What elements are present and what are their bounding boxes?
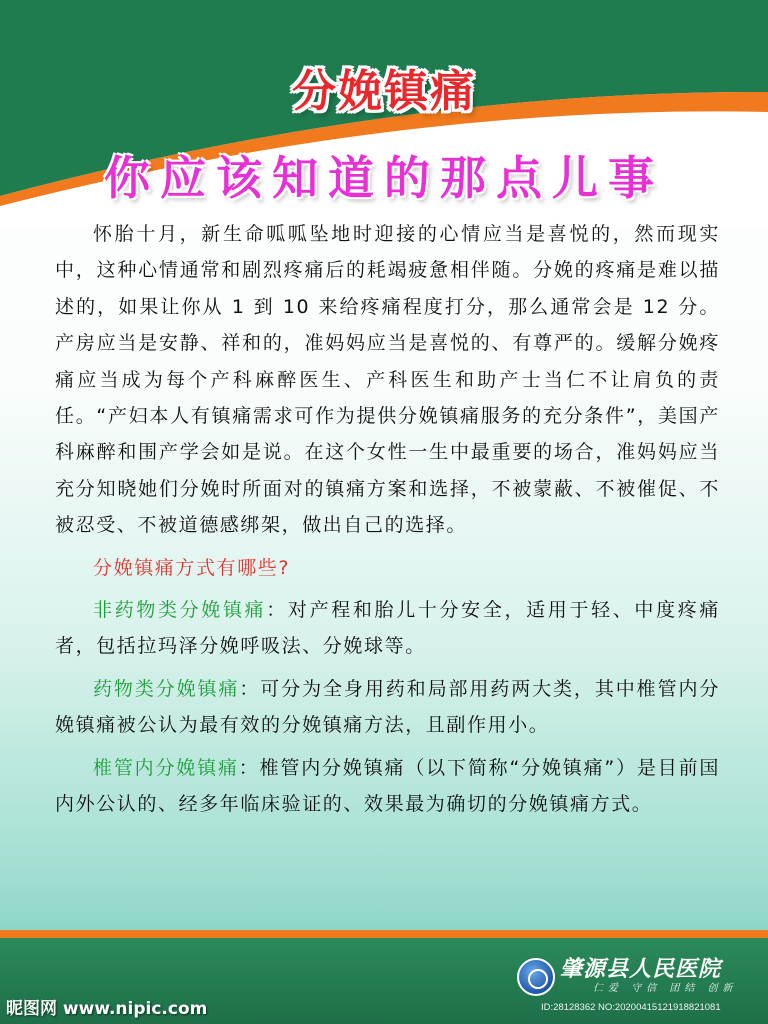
section-question: 分娩镇痛方式有哪些?	[93, 556, 291, 579]
hospital-logo-icon	[517, 958, 555, 996]
hospital-motto: 仁爱 守信 团结 创新	[593, 983, 738, 994]
item-desc: ：可分为全身用药和局部用药两大类，其中椎管内分娩镇痛被公认为最有效的分娩镇痛方法，且副作用小。	[55, 677, 720, 737]
item-term: 椎管内分娩镇痛	[93, 756, 239, 779]
watermark-text: 昵图网 www.nipic.com	[6, 999, 208, 1019]
poster-title: 分娩镇痛	[292, 66, 476, 117]
list-item	[55, 671, 720, 744]
item-desc: ：椎管内分娩镇痛（以下简称“分娩镇痛”）是目前国内外公认的、经多年临床验证的、效果最为确切的分娩镇痛方式。	[55, 756, 720, 816]
footer-orange-stripe	[0, 930, 768, 938]
poster-subtitle: 你应该知道的那点儿事	[104, 151, 664, 205]
logo-ring	[528, 969, 548, 989]
item-desc: ：对产程和胎儿十分安全，适用于轻、中度疼痛者，包括拉玛泽分娩呼吸法、分娩球等。	[55, 599, 720, 658]
list-item	[55, 592, 720, 665]
article-body	[55, 216, 720, 823]
item-term: 药物类分娩镇痛	[93, 677, 240, 700]
item-term: 非药物类分娩镇痛	[93, 599, 267, 622]
intro-paragraph: 怀胎十月，新生命呱呱坠地时迎接的心情应当是喜悦的，然而现实中，这种心情通常和剧烈疼痛后的耗竭疲惫相伴随。分娩的疼痛是难以描述的，如果让你从 1 到 10 来给疼痛程度打分，那么通常会是 12 分。产房应当是安静、祥和的，准妈妈应当是喜悦的、有尊严的。缓解分娩疼痛应当成为每个产科麻醉医生、产科医生和助产士当仁不让肩负的责任。“产妇本人有镇痛需求可作为提供分娩镇痛服务的充分条件”，美国产科麻醉和围产学会如是说。在这个女性一生中最重要的场合，准妈妈应当充分知晓她们分娩时所面对的镇痛方案和选择，不被蒙蔽、不被催促、不被忍受、不被道德感绑架，做出自己的选择。	[55, 223, 720, 537]
hospital-name: 肇源县人民医院	[560, 956, 722, 982]
image-id-text: ID:28128362 NO:20200415121918821081	[541, 1002, 721, 1013]
list-item	[55, 750, 720, 823]
